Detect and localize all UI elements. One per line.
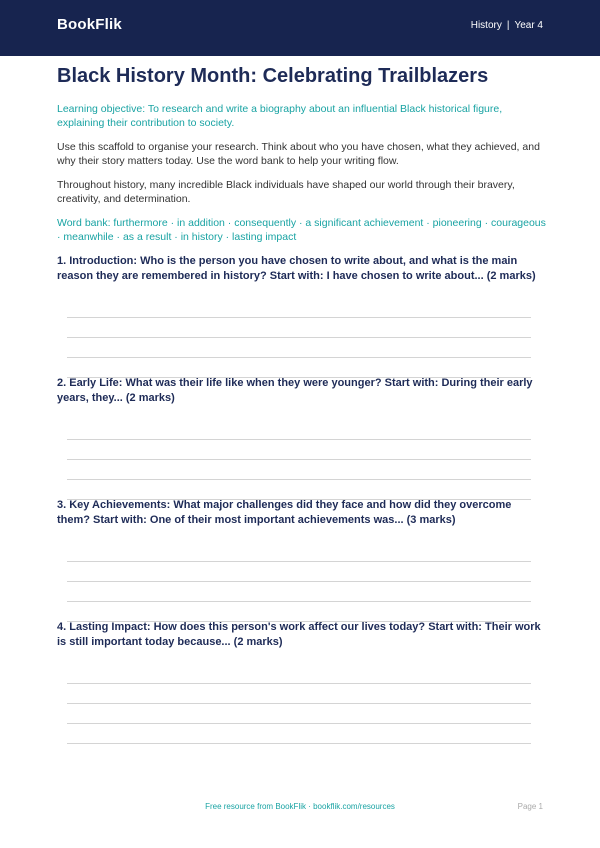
intro-section	[57, 64, 547, 244]
answer-line[interactable]	[67, 337, 531, 338]
question-2: 2. Early Life: What was their life like when they were younger? Start with: During their early years, they... (2 marks)	[57, 377, 533, 404]
intro-text: Throughout history, many incredible Black individuals have shaped our world through their bravery, creativity, and determination.	[57, 179, 515, 205]
answer-line[interactable]	[67, 317, 531, 318]
page-title: Black History Month: Celebrating Trailblazers	[57, 65, 489, 87]
subject-label: History	[470, 19, 502, 31]
question-1: 1. Introduction: Who is the person you have chosen to write about, and what is the main reason they are remembered in history? Start with: I have chosen to write about... (2 marks)	[57, 255, 536, 282]
answer-line[interactable]	[67, 581, 531, 582]
word-bank: Word bank: furthermore · in addition · consequently · a significant achievement · pioneering · courageous · meanwhile · as a result · in history · lasting impact	[57, 217, 546, 243]
answer-line[interactable]	[67, 561, 531, 562]
answer-line[interactable]	[67, 703, 531, 704]
question-4: 4. Lasting Impact: How does this person's work affect our lives today? Start with: Their work is still important today because... (2 marks)	[57, 621, 541, 648]
meta-separator: |	[506, 19, 510, 31]
footer-credit: Free resource from BookFlik · bookflik.com/resources	[205, 802, 395, 811]
page-header	[0, 0, 600, 56]
answer-line[interactable]	[67, 479, 531, 480]
answer-line[interactable]	[67, 439, 531, 440]
question-3: 3. Key Achievements: What major challenges did they face and how did they overcome them? Start with: One of their most important achievements was... (3 marks)	[57, 499, 512, 526]
answer-line[interactable]	[67, 459, 531, 460]
answer-line[interactable]	[67, 357, 531, 358]
brand-logo: BookFlik	[57, 15, 122, 33]
answer-line[interactable]	[67, 683, 531, 684]
answer-line[interactable]	[67, 723, 531, 724]
page-number: Page 1	[517, 802, 543, 811]
instructions-text: Use this scaffold to organise your research. Think about who you have chosen, what they achieved, and why their story matters today. Use the word bank to help your writing flow.	[57, 141, 540, 167]
answer-line[interactable]	[67, 601, 531, 602]
subject-year	[471, 20, 543, 31]
answer-line[interactable]	[67, 743, 531, 744]
year-label: Year 4	[514, 19, 543, 31]
learning-objective: Learning objective: To research and write a biography about an influential Black historical figure, explaining their contribution to society.	[57, 103, 503, 129]
